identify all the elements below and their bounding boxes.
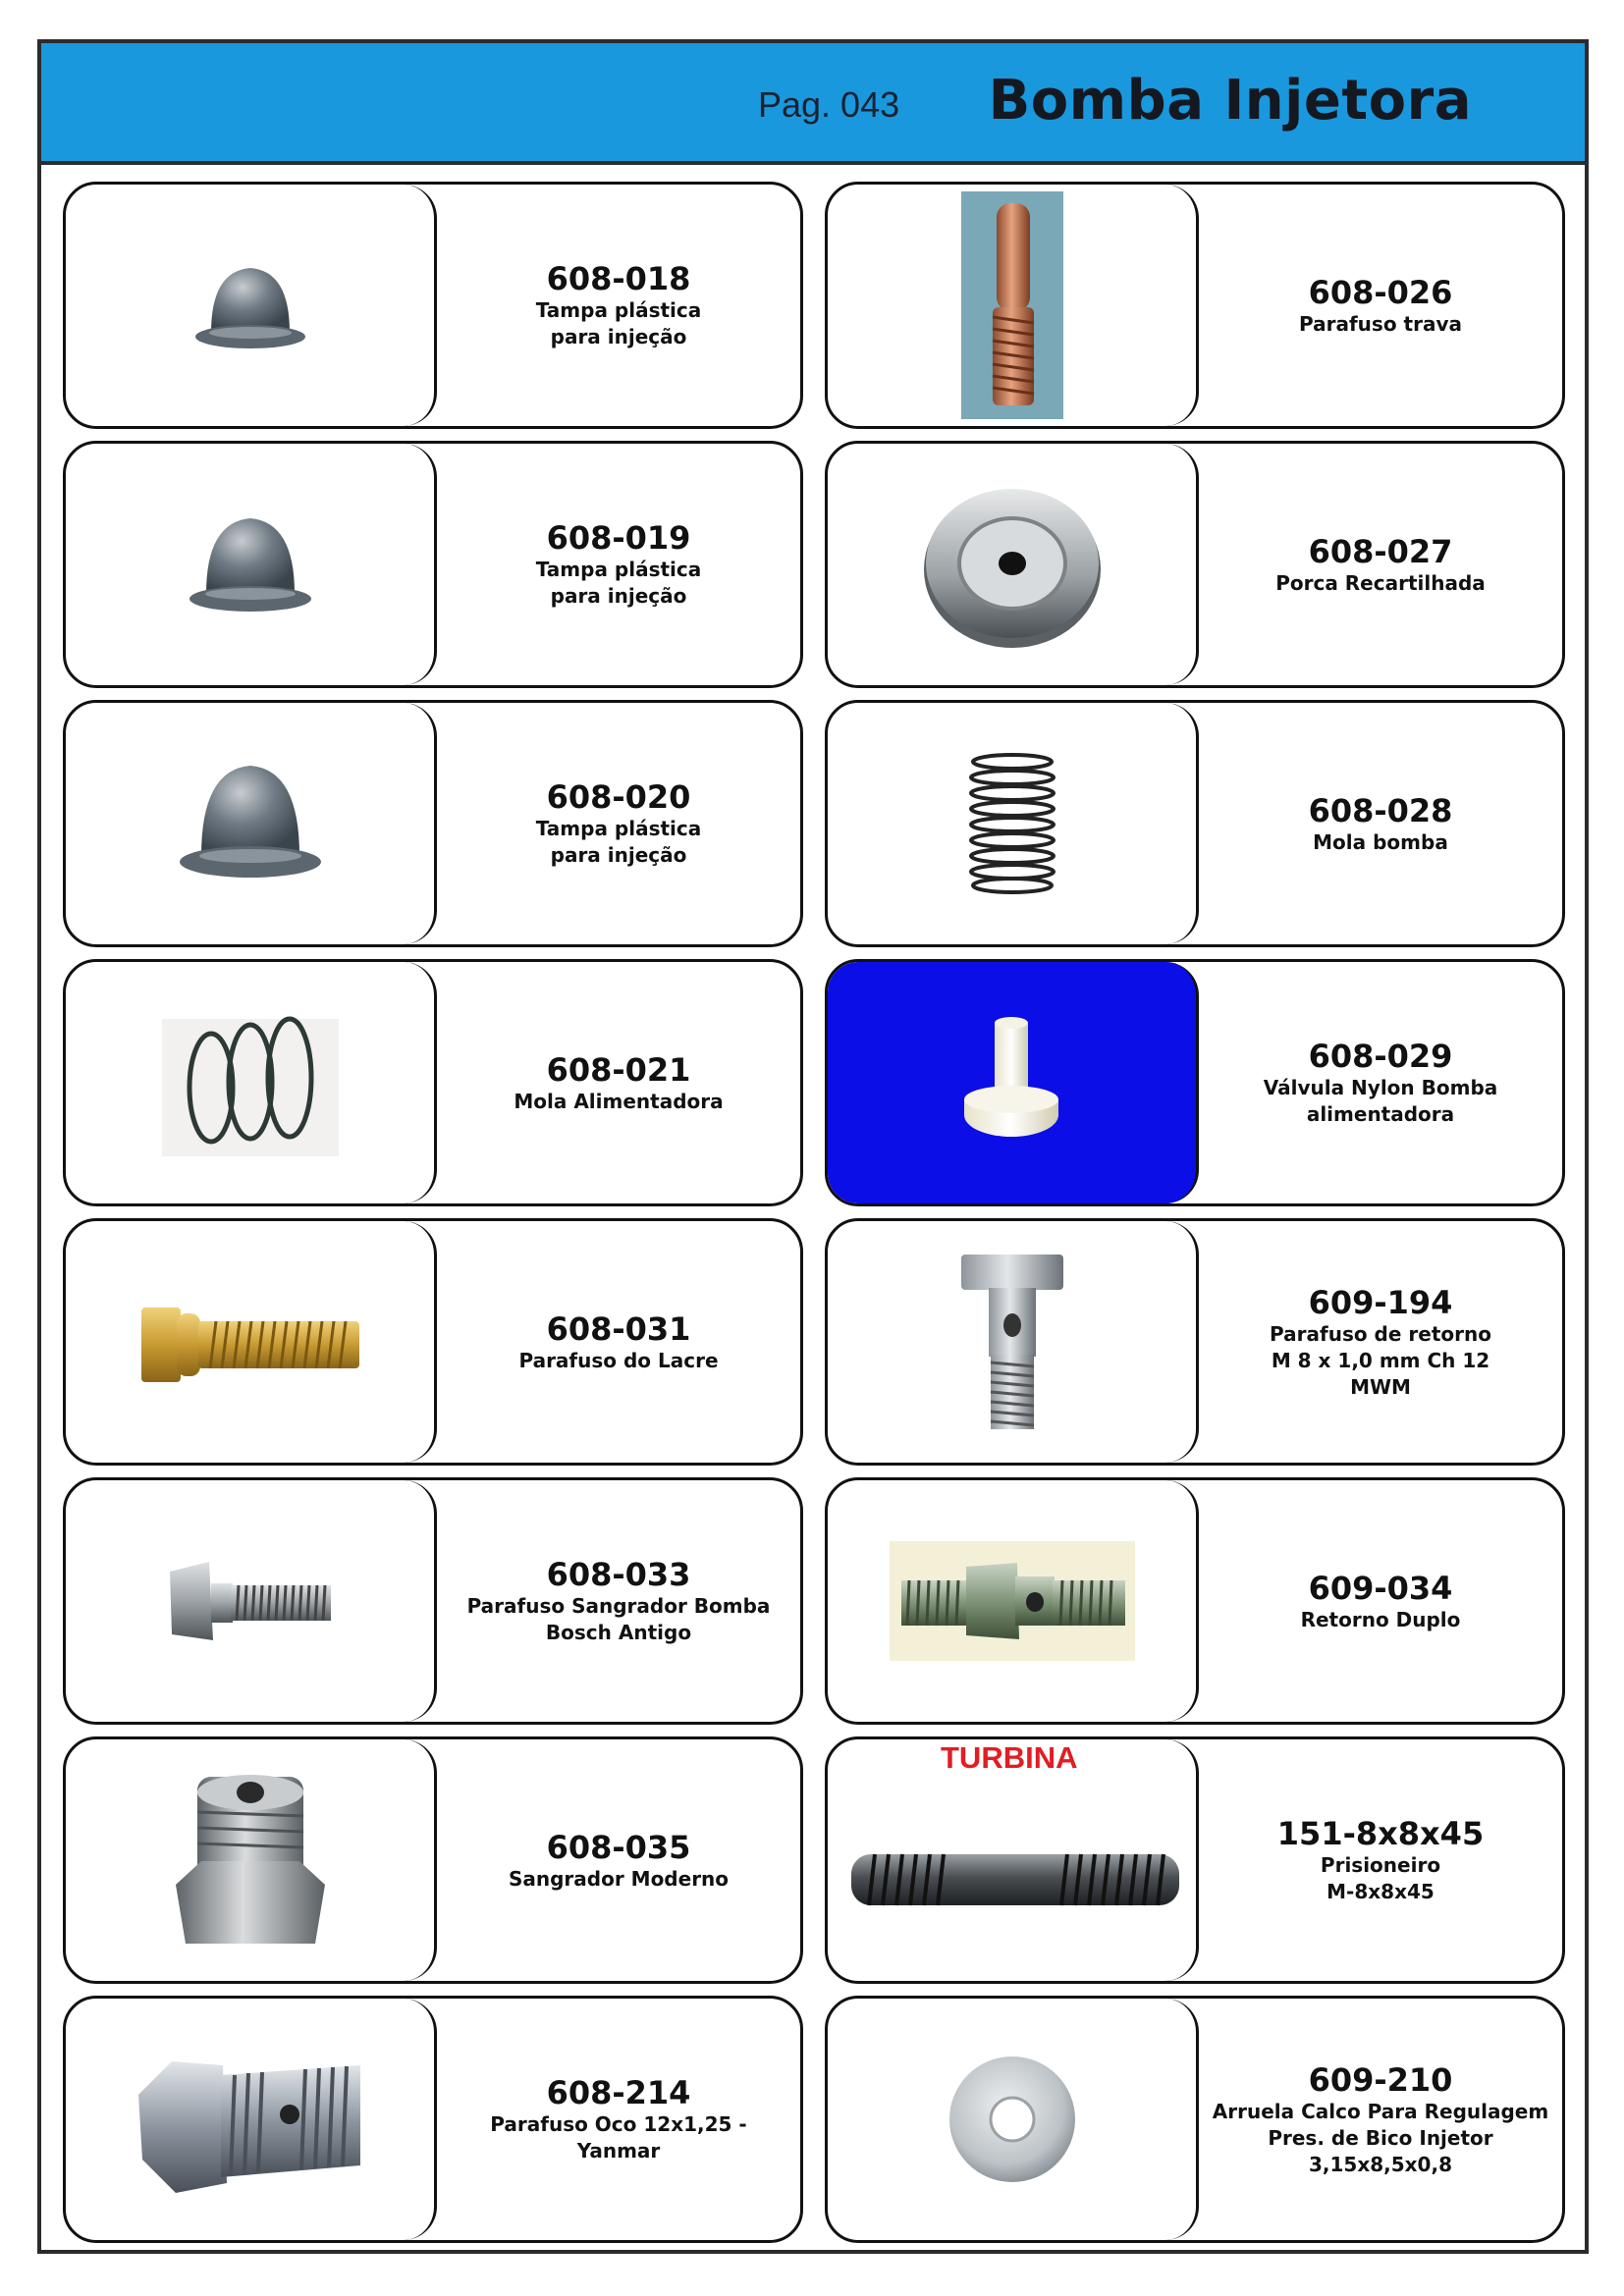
banjo-bolt-icon — [953, 1249, 1071, 1435]
product-description: Válvula Nylon Bomba — [1263, 1076, 1498, 1099]
product-code: 608-033 — [546, 1556, 691, 1593]
product-image — [66, 1480, 437, 1722]
hollow-bolt-icon — [133, 2036, 368, 2203]
product-code: 151-8x8x45 — [1276, 1815, 1485, 1852]
product-card — [63, 1996, 803, 2243]
product-card — [825, 441, 1565, 688]
product-description: Prisioneiro — [1320, 1853, 1441, 1877]
product-image — [828, 444, 1199, 685]
product-description: Mola bomba — [1313, 829, 1448, 854]
product-code: 608-020 — [546, 778, 691, 816]
product-image — [828, 1221, 1199, 1463]
brass-bolt-icon — [137, 1288, 363, 1396]
product-description: Tampa plástica — [535, 817, 702, 840]
product-code: 608-028 — [1308, 791, 1453, 829]
product-image — [66, 185, 437, 426]
product-card — [63, 700, 803, 947]
product-code: 608-019 — [546, 519, 691, 557]
product-code: 609-034 — [1308, 1569, 1453, 1607]
product-description: alimentadora — [1306, 1102, 1455, 1126]
product-card — [63, 1736, 803, 1984]
product-card — [825, 182, 1565, 429]
product-description: Pres. de Bico Injetor — [1268, 2125, 1493, 2150]
product-card — [825, 1218, 1565, 1466]
product-description: Bosch Antigo — [545, 1621, 692, 1644]
product-code: 609-194 — [1308, 1283, 1453, 1321]
cap-icon — [177, 501, 324, 628]
product-code: 608-021 — [546, 1050, 691, 1089]
turbina-label: TURBINA — [941, 1740, 1078, 1775]
product-description: Parafuso Oco 12x1,25 - — [490, 2112, 747, 2136]
product-description: Sangrador Moderno — [508, 1866, 730, 1891]
page-header — [41, 43, 1585, 165]
product-card — [825, 1736, 1565, 1984]
product-card — [825, 700, 1565, 947]
product-description: para injeção — [550, 584, 687, 608]
product-image — [66, 1999, 437, 2240]
product-card — [63, 1218, 803, 1466]
spring-icon — [152, 999, 349, 1166]
product-image — [66, 1739, 437, 1981]
product-code: 608-018 — [546, 260, 691, 297]
product-image — [66, 962, 437, 1203]
spring-icon — [958, 750, 1066, 897]
product-description: Parafuso trava — [1299, 311, 1462, 336]
stud-icon — [845, 1841, 1179, 1919]
double-return-icon — [890, 1537, 1135, 1665]
product-description: Yanmar — [576, 2139, 661, 2163]
product-image — [828, 703, 1199, 944]
product-image — [66, 444, 437, 685]
product-card — [63, 959, 803, 1206]
modern-bleeder-icon — [162, 1767, 339, 1953]
bleeder-screw-icon — [162, 1552, 339, 1650]
cap-icon — [167, 750, 334, 897]
product-description: 3,15x8,5x0,8 — [1308, 2152, 1452, 2176]
product-card — [63, 441, 803, 688]
product-description: Porca Recartilhada — [1275, 570, 1486, 595]
product-image — [828, 185, 1199, 426]
page-title: Bomba Injetora — [988, 69, 1472, 133]
product-code: 609-210 — [1308, 2060, 1453, 2099]
page-number: Pag. 043 — [758, 84, 900, 125]
product-description: para injeção — [550, 325, 687, 348]
product-code: 608-031 — [546, 1309, 691, 1348]
product-image — [66, 703, 437, 944]
product-description: M-8x8x45 — [1326, 1880, 1435, 1903]
product-image — [828, 1480, 1199, 1722]
product-card — [825, 959, 1565, 1206]
copper-screw-icon — [961, 191, 1063, 419]
product-code: 608-029 — [1308, 1038, 1453, 1075]
product-description: Parafuso de retorno — [1270, 1321, 1491, 1346]
product-code: 608-035 — [546, 1828, 691, 1866]
product-description: para injeção — [550, 843, 687, 867]
product-description: Retorno Duplo — [1300, 1607, 1461, 1631]
knurled-nut-icon — [914, 471, 1110, 658]
product-description: MWM — [1350, 1374, 1411, 1399]
product-card — [825, 1996, 1565, 2243]
product-description: Tampa plástica — [535, 298, 702, 322]
product-image — [66, 1221, 437, 1463]
product-code: 608-026 — [1308, 273, 1453, 311]
cap-icon — [182, 246, 319, 364]
product-description: Tampa plástica — [535, 558, 702, 581]
product-image — [828, 962, 1199, 1203]
product-card — [825, 1477, 1565, 1725]
product-card — [63, 182, 803, 429]
washer-icon — [944, 2051, 1081, 2188]
product-description: Parafuso do Lacre — [518, 1348, 719, 1372]
product-image — [828, 1999, 1199, 2240]
product-code: 608-027 — [1308, 532, 1453, 570]
product-description: M 8 x 1,0 mm Ch 12 — [1271, 1348, 1490, 1372]
product-description: Parafuso Sangrador Bomba — [466, 1594, 771, 1618]
nylon-valve-icon — [953, 1009, 1071, 1156]
product-code: 608-214 — [546, 2074, 691, 2111]
product-description: Mola Alimentadora — [514, 1089, 724, 1113]
product-description: Arruela Calco Para Regulagem — [1212, 2099, 1549, 2123]
product-card — [63, 1477, 803, 1725]
